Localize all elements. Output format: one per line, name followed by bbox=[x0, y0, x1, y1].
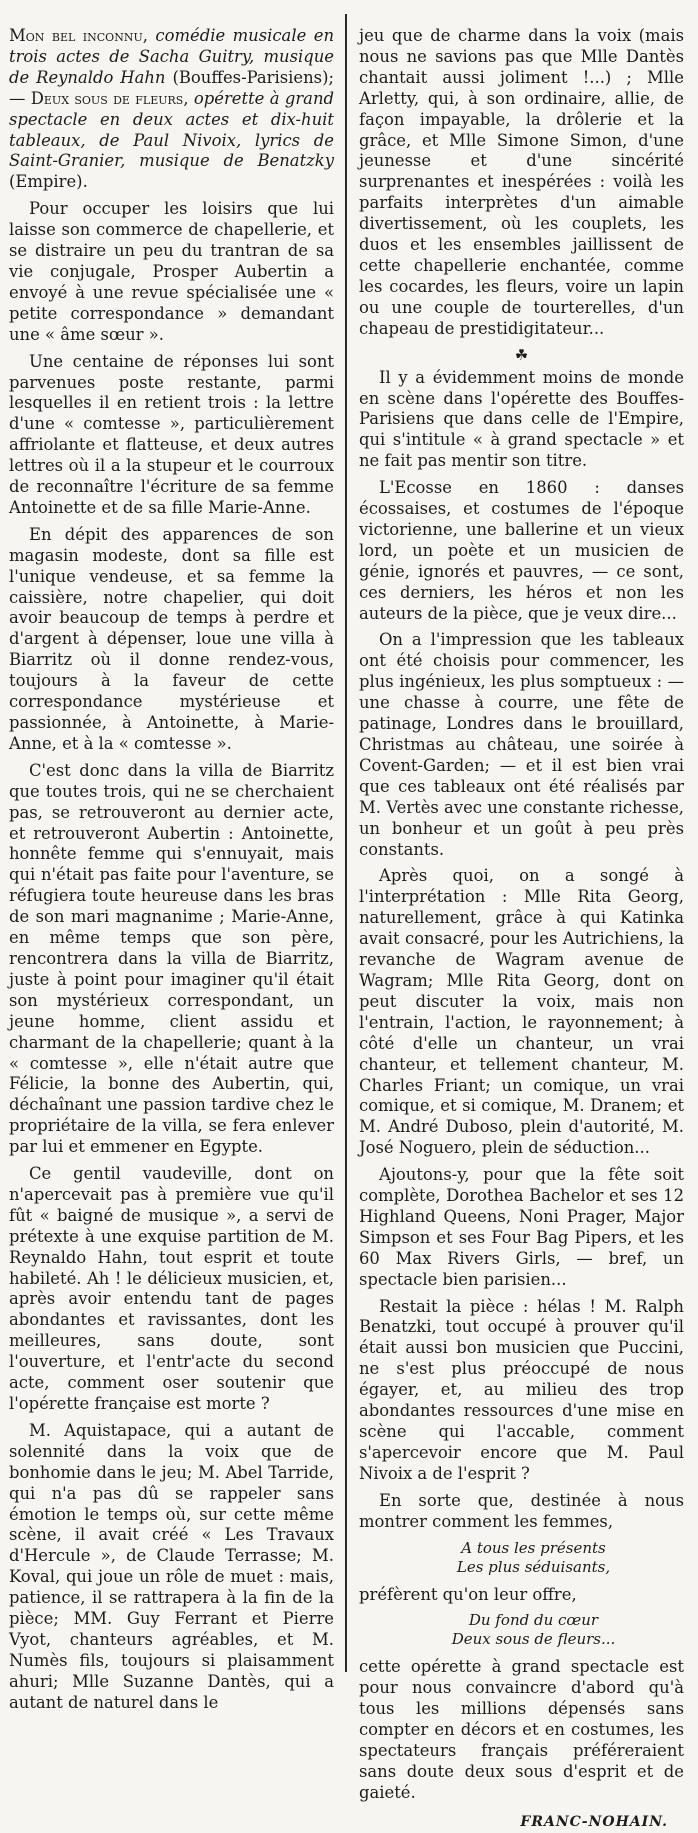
verse-quote bbox=[359, 1539, 684, 1577]
paragraph: L'Ecosse en 1860 : danses écossaises, et costumes de l'époque victorienne, une ballerine et un vieux lord, un poète et un musicien de génie, ignorés et pauvres, — ce sont, ces derniers, les héros et non les auteurs de la pièce, que je veux dire... bbox=[359, 478, 684, 623]
paragraph: Il y a évidemment moins de monde en scène dans l'opérette des Bouffes-Parisiens que dans celle de l'Empire, qui s'intitule « à grand spectacle » et ne fait pas mentir son titre. bbox=[359, 367, 684, 471]
column-divider bbox=[345, 14, 347, 1672]
title-mon-bel-inconnu: Mon bel inconnu, bbox=[9, 26, 148, 45]
author-signature: FRANC-NOHAIN. bbox=[520, 1813, 668, 1830]
paragraph: Ce gentil vaudeville, dont on n'apercevait pas à première vue qu'il fût « baigné de musique », a servi de prétexte à une exquise partition de M. Reynaldo Hahn, tout esprit et toute habileté. Ah ! le délicieux musicien, et, après avoir entendu tant de pages abondantes et ravissantes, dont les meilleures, sans doute, sont l'ouverture, et l'entr'acte du second acte, comment oser soutenir que l'opérette française est morte ? bbox=[9, 1164, 334, 1413]
header-dash: — bbox=[9, 88, 26, 108]
venue-bouffes: (Bouffes-Parisiens); bbox=[172, 67, 334, 87]
paragraph: M. Aquistapace, qui a autant de solennité dans la voix que de bonhomie dans le jeu; M. Abel Tarride, qui n'a pas dû se rappeler sans émotion le temps où, sur cette même scène, il avait créé « Les Travaux d'Hercule », de Claude Terrasse; M. Koval, qui joue un rôle de muet : mais, patience, il se rattrapera à la fin de la pièce; MM. Guy Ferrant et Pierre Vyot, chanteurs agréables, et M. Numès fils, toujours si plaisamment ahuri; Mlle Suzanne Dantès, qui a autant de naturel dans le bbox=[9, 1420, 334, 1712]
verse-line: Les plus séduisants, bbox=[456, 1557, 611, 1576]
verse-line: Deux sous de fleurs... bbox=[451, 1630, 616, 1649]
verse-line: A tous les présents bbox=[461, 1538, 606, 1557]
paragraph: Restait la pièce : hélas ! M. Ralph Benatzki, tout occupé à prouver qu'il était aussi bon musicien que Puccini, ne s'est plus préoccupé de nous égayer, et, au milieu des trop abondantes ressources d'une mise en scène qui l'accable, comment s'apercevoir encore que M. Paul Nivoix a de l'esprit ? bbox=[359, 1296, 684, 1483]
paragraph: Une centaine de réponses lui sont parvenues poste restante, parmi lesquelles il en retient trois : la lettre d'une « comtesse », particulièrement affriolante et flatteuse, et deux autres lettres où il a la stupeur et le courroux de reconnaître l'écriture de sa femme Antoinette et de sa fille Marie-Anne. bbox=[9, 351, 334, 517]
paragraph: En sorte que, destinée à nous montrer comment les femmes, bbox=[359, 1490, 684, 1531]
verse-line: Du fond du cœur bbox=[468, 1611, 599, 1630]
desc-deux-sous: opérette à grand spectacle en deux actes et dix-huit tableaux, de Paul Nivoix, lyrics de Saint-Granier, musique de Benatzky bbox=[9, 88, 334, 171]
paragraph: Après quoi, on a songé à l'interprétation : Mlle Rita Georg, naturellement, grâce à qui Katinka avait consacré, pour les Autrichiens, la revanche de Wagram avenue de Wagram; Mlle Rita Georg, dont on peut discuter la voix, mais non l'entrain, l'action, le rayonnement; à côté d'elle un chanteur, un vrai chanteur, et tellement chanteur, M. Charles Friant; un comique, un vrai comique, et si comique, M. Dranem; et M. André Duboso, plein d'autorité, M. José Noguero, plein de séduction... bbox=[359, 866, 684, 1158]
paragraph: Pour occuper les loisirs que lui laisse son commerce de chapellerie, et se distraire un peu du trantran de sa vie conjugale, Prosper Aubertin a envoyé à une revue spécialisée une « petite correspondance » demandant une « âme sœur ». bbox=[9, 199, 334, 344]
paragraph-final: cette opérette à grand spectacle est pour nous convaincre d'abord qu'à tous les millions dépensés sans compter en décors et en costumes, les spectateurs français préféreraient sans doute deux sous d'esprit et de gaieté. bbox=[359, 1657, 684, 1802]
desc-mon-bel-inconnu: comédie musicale en trois actes de Sacha Guitry, musique de Reynaldo Hahn bbox=[9, 26, 334, 87]
venue-empire: (Empire). bbox=[9, 172, 88, 192]
paragraph: Ajoutons-y, pour que la fête soit complète, Dorothea Bachelor et ses 12 Highland Queens, Noni Prager, Major Simpson et ses Four Bag Pipers, et les 60 Max Rivers Girls, — bref, un spectacle bien parisien... bbox=[359, 1165, 684, 1289]
paragraph: En dépit des apparences de son magasin modeste, dont sa fille est l'unique vendeuse, et sa femme la caissière, notre chapelier, qui doit avoir beaucoup de temps à perdre et d'argent à dépenser, loue une villa à Biarritz où il donne rendez-vous, toujours à la faveur de cette correspondance mystérieuse et passionnée, à Antoinette, à Marie-Anne, et à la « comtesse ». bbox=[9, 524, 334, 753]
verse-quote bbox=[359, 1611, 684, 1649]
right-column bbox=[359, 26, 684, 1833]
paragraph: On a l'impression que les tableaux ont été choisis pour commencer, les plus ingénieux, les plus somptueux : — une chasse à courre, une fête de patinage, Londres dans le brouillard, Christmas au château, une soirée à Covent-Garden; — et il est bien vrai que ces tableaux ont été réalisés par M. Vertès avec une constante richesse, un bonheur et un goût à peu près constants. bbox=[359, 630, 684, 859]
paragraph-mid: préfèrent qu'on leur offre, bbox=[359, 1584, 577, 1604]
left-column bbox=[9, 26, 334, 1720]
article-header bbox=[9, 26, 334, 193]
paragraph-continued: jeu que de charme dans la voix (mais nous ne savions pas que Mlle Dantès chantait aussi joliment !...) ; Mlle Arletty, qui, à son ordinaire, allie, de façon impayable, la drôlerie et la grâce, et Mlle Simone Simon, d'une jeunesse et d'une sincérité surprenantes et inespérées : voilà les parfaits interprètes d'un aimable divertissement, où les couplets, les duos et les ensembles jaillissent de cette chapellerie enchantée, comme les cocardes, les fleurs, voire un lapin ou une couple de tourterelles, d'un chapeau de prestidigitateur... bbox=[359, 26, 684, 338]
title-deux-sous: Deux sous de fleurs, bbox=[30, 88, 189, 108]
fleuron-ornament-icon: ☘ bbox=[514, 345, 529, 364]
paragraph: C'est donc dans la villa de Biarritz que toutes trois, qui ne se cherchaient pas, se retrouveront au dernier acte, et retrouveront Aubertin : Antoinette, honnête femme qui s'ennuyait, mais qui n'était pas faite pour l'aventure, se réfugiera toute heureuse dans les bras de son mari magnanime ; Marie-Anne, en même temps que son père, rencontrera dans la villa de Biarritz, juste à point pour imaginer qu'il était son mystérieux correspondant, un jeune homme, client assidu et charmant de la chapellerie; quant à la « comtesse », elle n'était autre que Félicie, la bonne des Aubertin, qui, déchaînant une passion tardive chez le propriétaire de la villa, se fera enlever par lui et emmener en Egypte. bbox=[9, 760, 334, 1157]
